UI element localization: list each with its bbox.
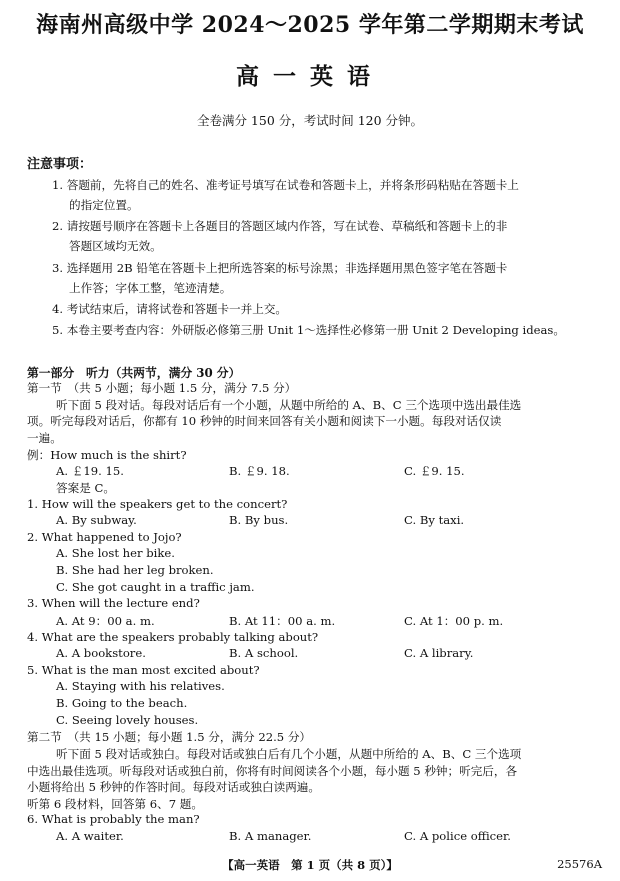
section2-instruction-2: 中选出最佳选项。听每段对话或独白前，你将有时间阅读各个小题，每小题 5 秒钟；听完后，各	[27, 764, 518, 778]
question-5: 5. What is the man most excited about?	[27, 663, 260, 677]
section2-instruction-1: 听下面 5 段对话或独白。每段对话或独白后有几个小题，从题中所给的 A、B、C 三个选项	[56, 747, 522, 761]
q3-option-c: C. At 1：00 p. m.	[404, 614, 504, 628]
q4-option-b: B. A school.	[229, 646, 299, 660]
q6-option-b: B. A manager.	[229, 829, 312, 843]
notice-item-2-cont: 答题区域均无效。	[69, 239, 162, 253]
q6-option-a: A. A waiter.	[56, 829, 124, 843]
q1-option-b: B. By bus.	[229, 513, 289, 527]
notice-item-2: 2. 请按题号顺序在答题卡上各题目的答题区域内作答，写在试卷、草稿纸和答题卡上的非	[52, 219, 508, 233]
paper-code: 25576A	[557, 857, 602, 871]
notice-heading: 注意事项：	[27, 157, 93, 172]
section2-heading: 第二节 （共 15 小题；每小题 1.5 分，满分 22.5 分）	[27, 730, 312, 744]
subject-title: 高一英语	[236, 63, 384, 90]
q5-option-b: B. Going to the beach.	[56, 696, 188, 710]
q2-option-a: A. She lost her bike.	[56, 546, 175, 560]
q1-option-a: A. By subway.	[56, 513, 137, 527]
notice-item-1-cont: 的指定位置。	[69, 198, 139, 212]
q1-option-c: C. By taxi.	[404, 513, 465, 527]
notice-item-3-cont: 上作答；字体工整，笔迹清楚。	[69, 281, 232, 295]
page-footer: 【高一英语 第 1 页（共 8 页）】	[222, 858, 398, 872]
section2-instruction-3: 小题将给出 5 秒钟的作答时间。每段对话或独白读两遍。	[27, 780, 320, 794]
example-answer: 答案是 C。	[56, 481, 115, 495]
notice-item-1: 1. 答题前，先将自己的姓名、准考证号填写在试卷和答题卡上，并将条形码粘贴在答题卡上	[52, 178, 519, 192]
section1-heading: 第一节 （共 5 小题；每小题 1.5 分，满分 7.5 分）	[27, 381, 297, 395]
section1-instruction-3: 一遍。	[27, 431, 62, 445]
exam-title: 海南州高级中学 2024～2025 学年第二学期期末考试	[36, 12, 584, 38]
q5-option-c: C. Seeing lovely houses.	[56, 713, 199, 727]
question-2: 2. What happened to Jojo?	[27, 530, 182, 544]
question-3: 3. When will the lecture end?	[27, 596, 200, 610]
notice-item-3: 3. 选择题用 2B 铅笔在答题卡上把所选答案的标号涂黑；非选择题用黑色签字笔在答题卡	[52, 261, 508, 275]
question-1: 1. How will the speakers get to the concert?	[27, 497, 288, 511]
part1-heading: 第一部分 听力（共两节，满分 30 分）	[27, 366, 241, 380]
q2-option-c: C. She got caught in a traffic jam.	[56, 580, 255, 594]
question-6: 6. What is probably the man?	[27, 812, 200, 826]
q6-option-c: C. A police officer.	[404, 829, 511, 843]
question-4: 4. What are the speakers probably talking about?	[27, 630, 319, 644]
q4-option-a: A. A bookstore.	[56, 646, 146, 660]
q3-option-a: A. At 9：00 a. m.	[56, 614, 155, 628]
notice-item-5: 5. 本卷主要考查内容：外研版必修第三册 Unit 1～选择性必修第一册 Unit 2 Developing ideas。	[52, 323, 565, 337]
q5-option-a: A. Staying with his relatives.	[56, 679, 225, 693]
example-option-b: B. ￡9. 18.	[229, 464, 290, 478]
q3-option-b: B. At 11：00 a. m.	[229, 614, 336, 628]
q4-option-c: C. A library.	[404, 646, 474, 660]
material-note: 听第 6 段材料，回答第 6、7 题。	[27, 797, 203, 811]
notice-item-4: 4. 考试结束后，请将试卷和答题卡一并上交。	[52, 302, 288, 316]
exam-meta: 全卷满分 150 分，考试时间 120 分钟。	[196, 113, 424, 128]
example-option-a: A. ￡19. 15.	[56, 464, 124, 478]
section1-instruction-1: 听下面 5 段对话。每段对话后有一个小题，从题中所给的 A、B、C 三个选项中选出最佳选	[56, 398, 522, 412]
section1-instruction-2: 项。听完每段对话后，你都有 10 秒钟的时间来回答有关小题和阅读下一小题。每段对话仅读	[27, 414, 502, 428]
q2-option-b: B. She had her leg broken.	[56, 563, 214, 577]
example-option-c: C. ￡9. 15.	[404, 464, 465, 478]
example-question: 例：How much is the shirt?	[27, 448, 187, 462]
